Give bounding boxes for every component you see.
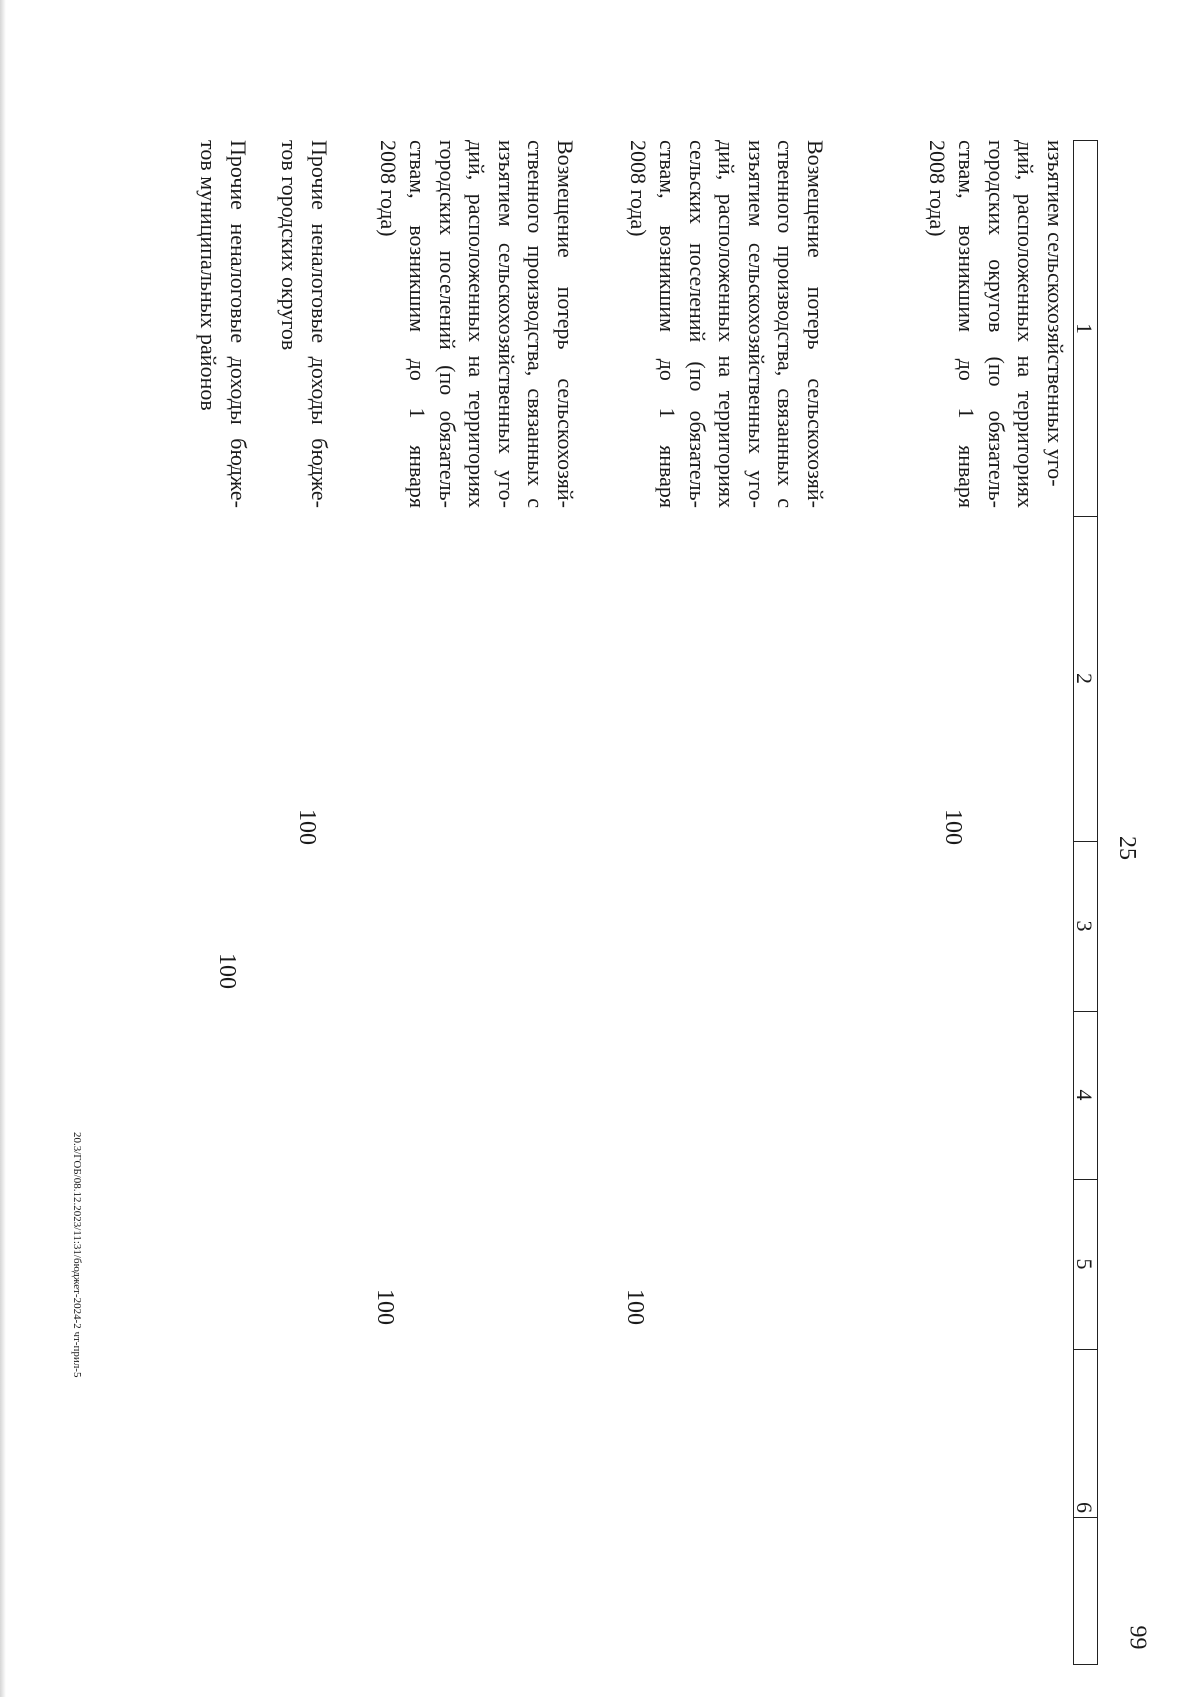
row-4-col-3-value: 100 [294, 809, 320, 845]
table-row-description [923, 140, 1071, 508]
table-row-description [194, 140, 253, 508]
row-line: ствам, возникшим до 1 января [405, 140, 431, 508]
column-header-2: 2 [1072, 673, 1097, 684]
row-line: ственного производства, связанных с [773, 140, 799, 508]
table-header [1073, 140, 1098, 1665]
row-line: 2008 года) [925, 140, 950, 237]
row-line: дий, расположенных на территориях [1013, 140, 1039, 508]
row-line: дий, расположенных на территориях [464, 140, 490, 508]
row-line: ствам, возникшим до 1 января [655, 140, 681, 508]
row-5-col-4-value: 100 [214, 953, 240, 989]
page-number-bottom-text: 99 [1124, 1625, 1151, 1649]
row-line: Возмещение потерь сельскохозяй- [803, 140, 828, 508]
row-line: городских округов (по обязатель- [984, 140, 1009, 508]
page-number-top: 25 [1114, 836, 1140, 860]
column-header-5: 5 [1072, 1258, 1097, 1270]
row-line: Прочие неналоговые доходы бюдже- [307, 140, 332, 508]
column-header-1: 1 [1072, 323, 1097, 334]
row-3-col-5-value: 100 [372, 1289, 398, 1325]
footer-document-code: 20.3/ГОБ/08.12.2023/11:31/бюджет-2024-2 чт-прил-5 [71, 1132, 83, 1378]
row-line: ственного производства, связанных с [523, 140, 549, 508]
column-header-6: 6 [1072, 1502, 1097, 1513]
row-line: 2008 года) [626, 140, 651, 237]
table-row-description [624, 140, 831, 508]
row-line: тов городских округов [277, 140, 303, 351]
column-header-4: 4 [1072, 1089, 1097, 1101]
row-line: Возмещение потерь сельскохозяй- [553, 140, 578, 508]
row-line: ствам, возникшим до 1 января [954, 140, 980, 508]
table-row-description [275, 140, 334, 508]
row-line: изъятием сельскохозяйственных уго- [494, 140, 519, 508]
row-line: дий, расположенных на территориях [714, 140, 740, 508]
row-line: тов муниципальных районов [196, 140, 222, 411]
row-2-col-5-value: 100 [622, 1289, 648, 1325]
row-line: изъятием сельскохозяйственных уго- [744, 140, 769, 508]
row-line: изъятием сельскохозяйственных уго- [1043, 140, 1068, 487]
column-header-3: 3 [1072, 920, 1097, 932]
row-line: сельских поселений (по обязатель- [685, 140, 710, 508]
row-1-col-3-value: 100 [940, 809, 966, 845]
table-row-description [374, 140, 581, 508]
row-line: 2008 года) [376, 140, 401, 237]
row-line: Прочие неналоговые доходы бюдже- [226, 140, 251, 508]
row-line: городских поселений (по обязатель- [435, 140, 460, 508]
